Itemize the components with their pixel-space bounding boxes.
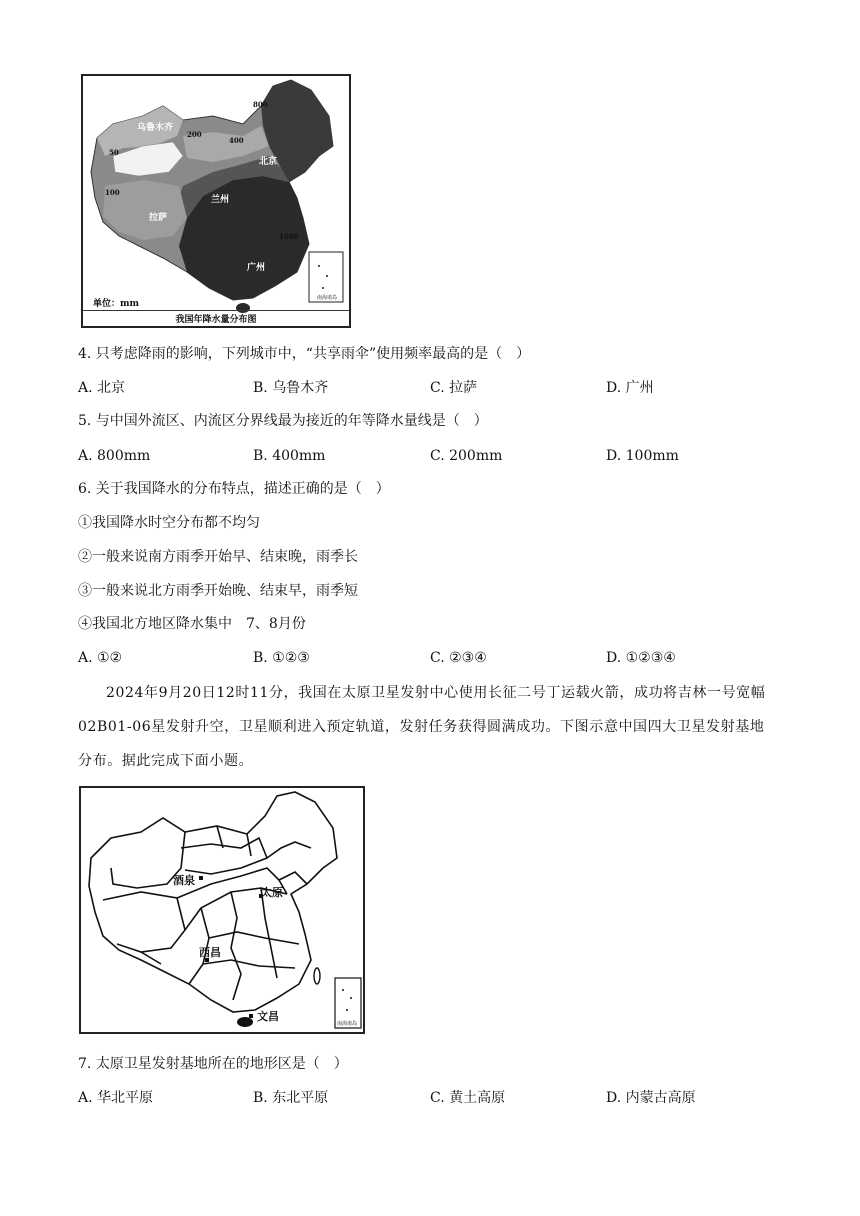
- inset-label: 南海诸岛: [317, 295, 338, 301]
- question-6-stem: 6. 关于我国降水的分布特点，描述正确的是（ ）: [78, 481, 390, 497]
- question-6-option-c[interactable]: C. ②③④: [430, 650, 487, 666]
- city-label-urumqi: 乌鲁木齐: [137, 123, 174, 133]
- iso-label-1600: 1600: [279, 232, 299, 241]
- map-caption-divider: [83, 310, 349, 311]
- city-label-beijing: 北京: [259, 157, 278, 167]
- question-7-option-a[interactable]: A. 华北平原: [78, 1090, 154, 1106]
- base-label-wenchang: 文昌: [257, 1010, 279, 1023]
- question-4-stem: 4. 只考虑降雨的影响，下列城市中，“共享雨伞”使用频率最高的是（ ）: [78, 346, 531, 362]
- question-6-statement-2: ②一般来说南方雨季开始早、结束晚，雨季长: [78, 549, 358, 565]
- base-label-jiuquan: 酒泉: [173, 874, 195, 887]
- map-caption: 我国年降水量分布图: [175, 315, 257, 325]
- question-6-statement-3: ③一般来说北方雨季开始晚、结束早，雨季短: [78, 583, 358, 599]
- question-5-stem: 5. 与中国外流区、内流区分界线最为接近的年等降水量线是（ ）: [78, 413, 488, 429]
- iso-label-50: 50: [109, 148, 119, 157]
- passage-text: 2024年9月20日12时11分，我国在太原卫星发射中心使用长征二号丁运载火箭，成功将吉林一号宽幅02B01-06星发射升空，卫星顺利进入预定轨道，发射任务获得圆满成功。下图示意中国四大卫星发射基地分布。据此完成下面小题。: [78, 685, 766, 769]
- question-4-option-b[interactable]: B. 乌鲁木齐: [253, 380, 329, 396]
- question-7-stem: 7. 太原卫星发射基地所在的地形区是（ ）: [78, 1056, 348, 1072]
- question-6-option-d[interactable]: D. ①②③④: [606, 650, 676, 666]
- launch-base-map: [79, 786, 365, 1034]
- base-label-xichang: 西昌: [199, 946, 221, 959]
- question-5-option-c[interactable]: C. 200mm: [430, 448, 503, 464]
- launch-base-map-figure: [81, 788, 363, 1032]
- question-5-option-d[interactable]: D. 100mm: [606, 448, 679, 464]
- city-label-guangzhou: 广州: [247, 263, 266, 273]
- question-7-option-d[interactable]: D. 内蒙古高原: [606, 1090, 696, 1106]
- question-5-option-b[interactable]: B. 400mm: [253, 448, 326, 464]
- iso-label-200: 200: [187, 130, 202, 139]
- question-6-option-a[interactable]: A. ①②: [78, 650, 123, 666]
- base-label-taiyuan: 太原: [261, 886, 283, 899]
- question-7-option-b[interactable]: B. 东北平原: [253, 1090, 329, 1106]
- question-6-statement-1: ①我国降水时空分布都不均匀: [78, 515, 260, 531]
- inset-label-2: 南海诸岛: [337, 1021, 358, 1027]
- question-7-option-c[interactable]: C. 黄土高原: [430, 1090, 506, 1106]
- question-4-option-a[interactable]: A. 北京: [78, 380, 126, 396]
- city-label-lanzhou: 兰州: [211, 195, 230, 205]
- question-6-option-b[interactable]: B. ①②③: [253, 650, 310, 666]
- city-label-lhasa: 拉萨: [149, 213, 168, 223]
- question-4-option-d[interactable]: D. 广州: [606, 380, 654, 396]
- iso-label-800: 800: [253, 100, 268, 109]
- iso-label-400: 400: [229, 136, 244, 145]
- question-4-option-c[interactable]: C. 拉萨: [430, 380, 478, 396]
- question-6-statement-4: ④我国北方地区降水集中 7、8月份: [78, 616, 306, 632]
- precipitation-map: [81, 74, 351, 328]
- question-5-option-a[interactable]: A. 800mm: [78, 448, 151, 464]
- map-unit-label: 单位：mm: [93, 299, 140, 309]
- iso-label-100: 100: [105, 188, 120, 197]
